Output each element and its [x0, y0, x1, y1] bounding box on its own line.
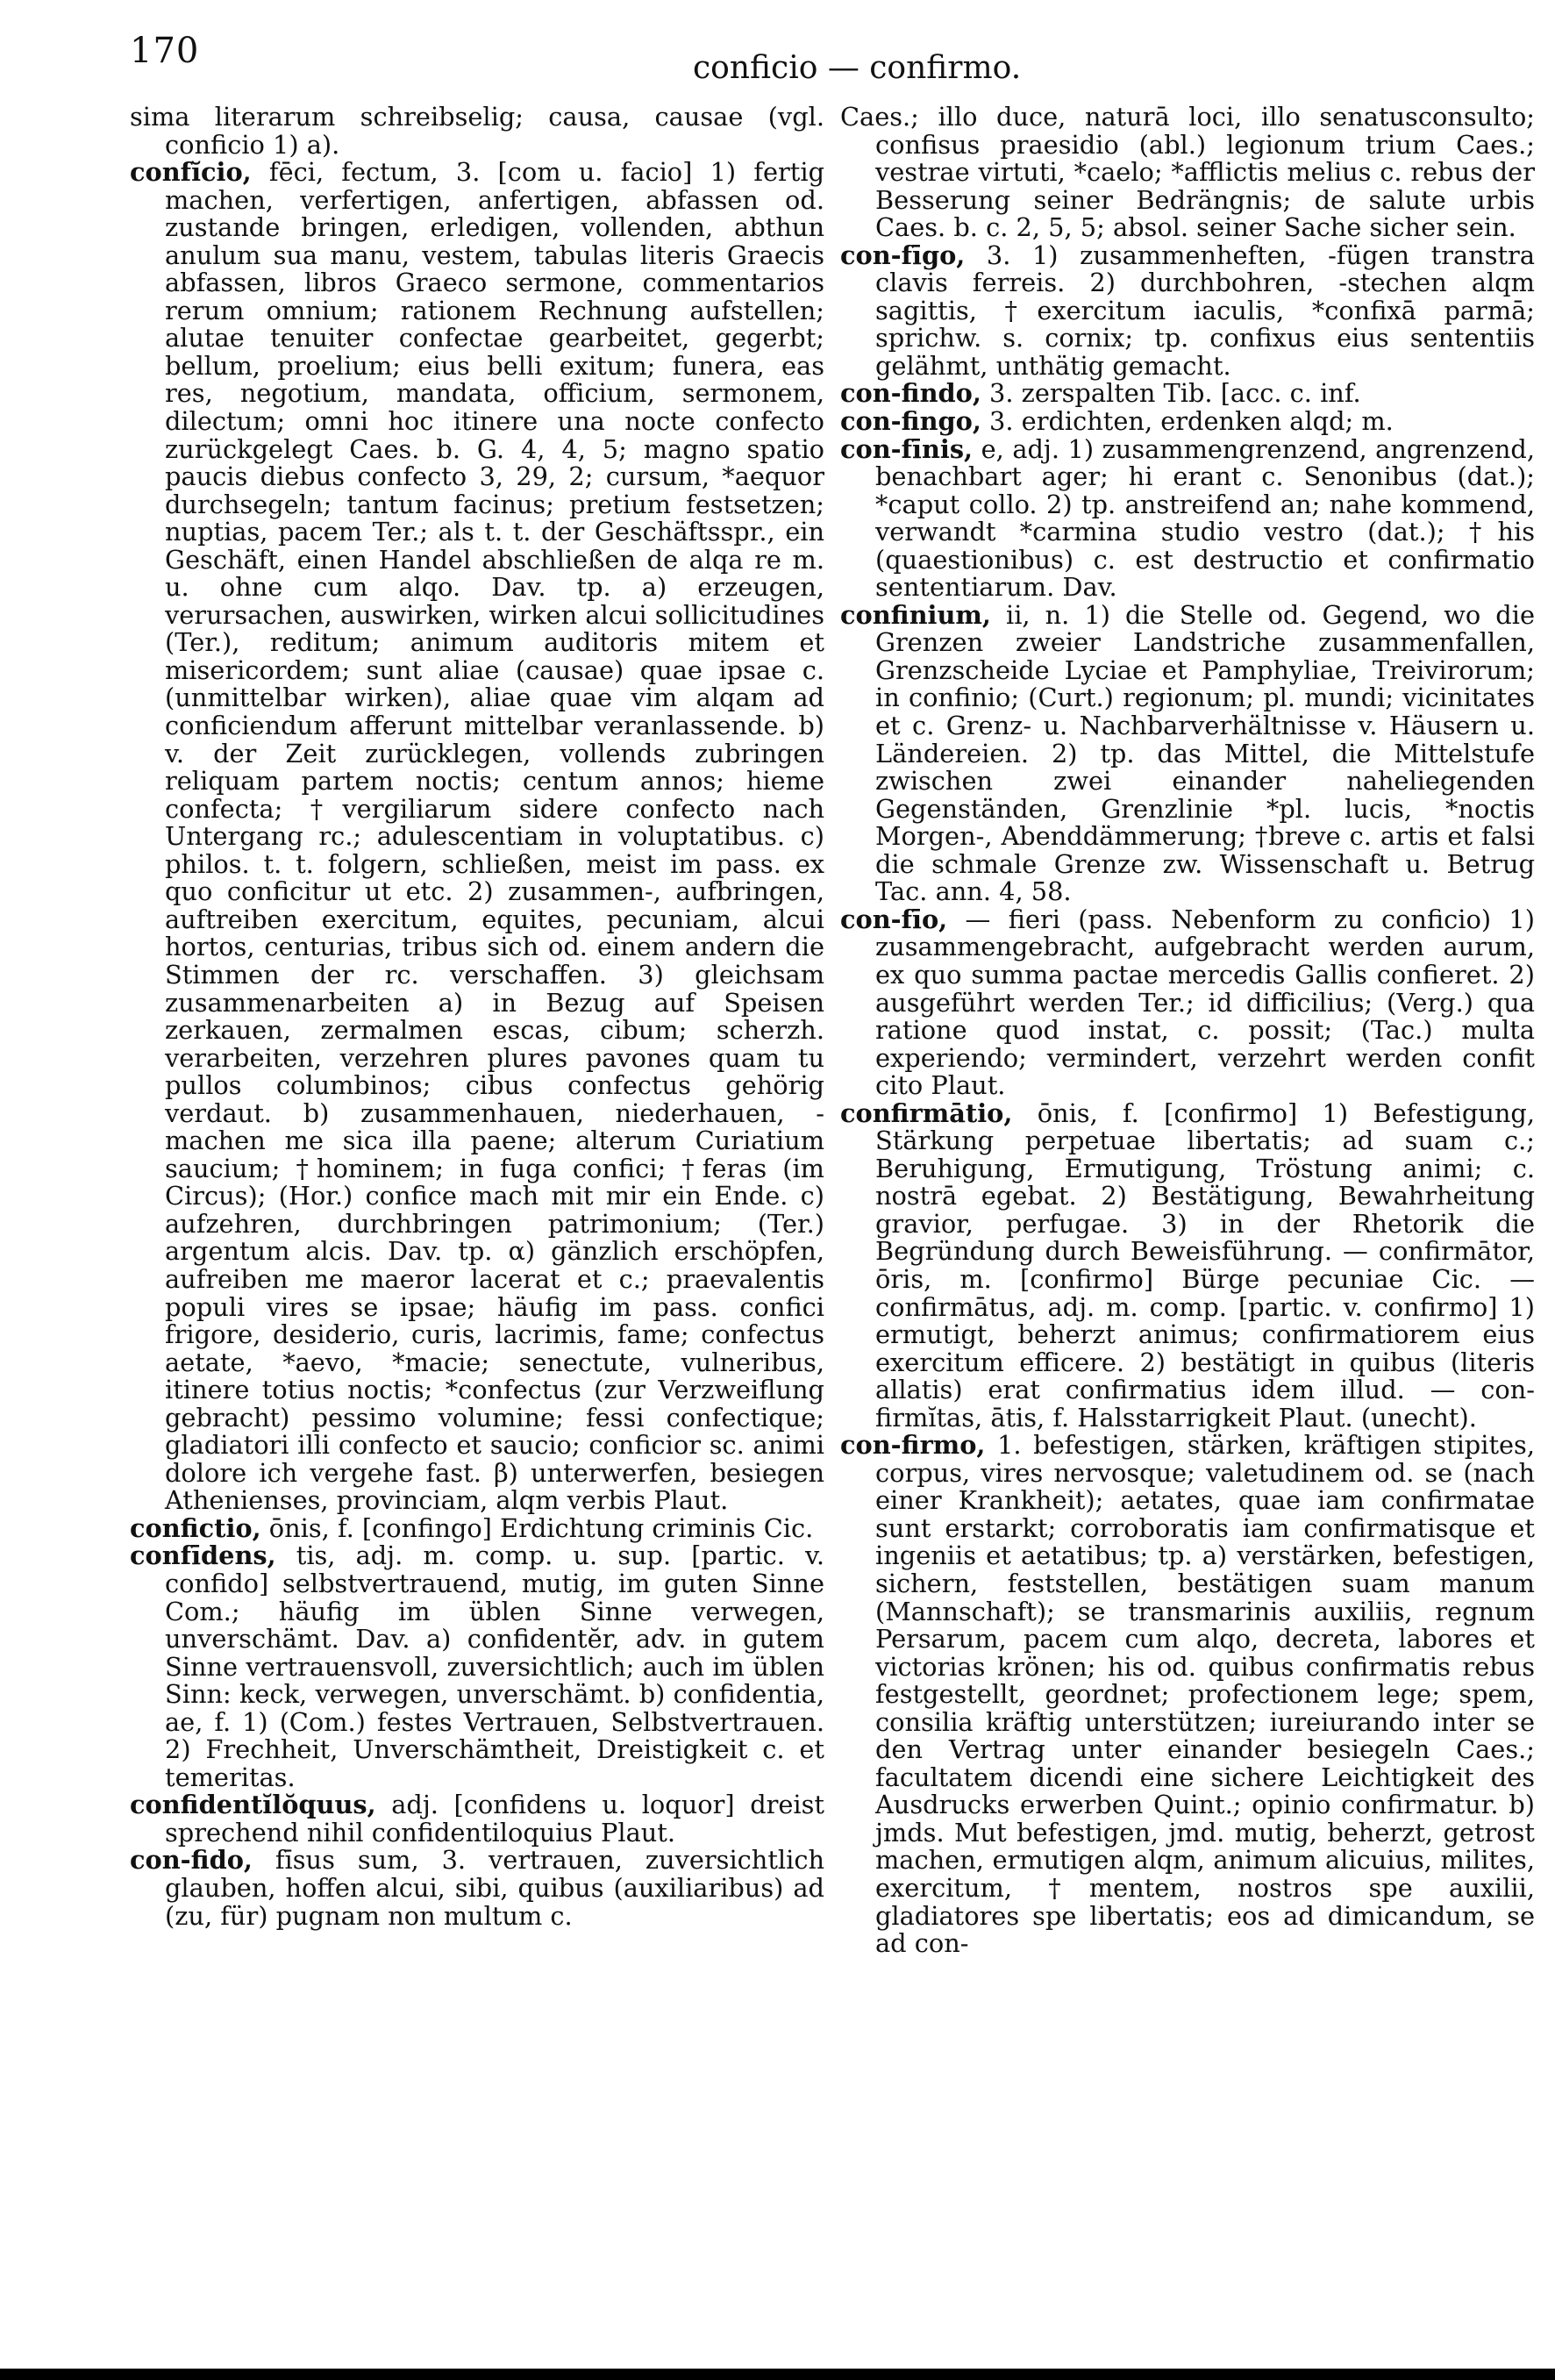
- dictionary-entry: [840, 239, 1535, 381]
- right-column: [840, 104, 1535, 1958]
- dictionary-entry: [840, 599, 1535, 907]
- entry-text: ōnis, f. [confirmo] 1) Befestigung, Stärkung perpetuae libertatis; ad suam c.; Beruhigung, Ermutigung, Tröstung animi; c. nostrā egebat. 2) Bestätigung, Bewahrheitung gravior, perfugae. 3) in der Rhetorik die Begründung durch Beweisführung. — confirmātor, ōris, m. [confirmo] Bürge pecuniae Cic. — confirmātus, adj. m. comp. [partic. v. confirmo] 1) ermutigt, beherzt animus; confirmatiorem eius exercitum efficere. 2) bestätigt in quibus (literis allatis) erat confirmatius idem illud. — con-firmĭtas, ātis, f. Halsstarrigkeit Plaut. (unecht).: [875, 1097, 1535, 1433]
- entry-headword: con-fingo,: [840, 406, 981, 437]
- dictionary-entry: [840, 1097, 1535, 1433]
- dictionary-entry: [130, 159, 824, 1515]
- entry-text: fīsus sum, 3. vertrauen, zuversichtlich glauben, hoffen alcui, sibi, quibus (auxiliaribus) ad (zu, für) pugnam non multum c.: [165, 1845, 824, 1931]
- entry-headword: con-fīo,: [840, 904, 948, 934]
- dictionary-entry: [130, 1512, 824, 1543]
- page-number: 170: [130, 31, 200, 71]
- entry-headword: confidentĭlŏquus,: [130, 1790, 376, 1820]
- dictionary-entry: [840, 104, 1535, 242]
- entry-headword: confirmātio,: [840, 1097, 1013, 1128]
- dictionary-entry: [840, 433, 1535, 603]
- dictionary-entry: [130, 1847, 824, 1930]
- entry-headword: confictio,: [130, 1512, 261, 1543]
- entry-text: Caes.; illo duce, naturā loci, illo senatusconsulto; confisus praesidio (abl.) legionum trium Caes.; vestrae virtuti, *caelo; *afflictis melius c. rebus der Besserung seiner Bedrängnis; de salute urbis Caes. b. c. 2, 5, 5; absol. seiner Sache sicher sein.: [840, 102, 1535, 243]
- entry-text: 1. befestigen, stärken, kräftigen stipites, corpus, vires nervosque; valetudinem od. se (nach einer Krankheit); aetates, quae iam confirmatae sunt erstarkt; corroboratis iam confirmatisque et ingeniis et aetatibus; tp. a) verstärken, befestigen, sichern, feststellen, bestätigen suam manum (Mannschaft); se transmarinis auxiliis, regnum Persarum, pacem cum alqo, decreta, labores et victorias krönen; his od. quibus confirmatis rebus festgestellt, geordnet; profectionem lege; spem, consilia kräftig unterstützen; iureiurando inter se den Vertrag unter einander besiegeln Caes.; facultatem dicendi eine sichere Leichtigkeit des Ausdrucks erwerben Quint.; opinio confirmatur. b) jmds. Mut befestigen, jmd. mutig, beherzt, getrost machen, ermutigen alqm, animum alicuius, milites, exercitum, †mentem, nostros spe auxilii, gladiatores spe libertatis; eos ad dimicandum, se ad con-: [875, 1430, 1535, 1959]
- entry-text: 3. erdichten, erdenken alqd; m.: [981, 406, 1394, 437]
- entry-text: tis, adj. m. comp. u. sup. [partic. v. confido] selbstvertrauend, mutig, im guten Sinne Com.; häufig im üblen Sinne verwegen, unverschämt. Dav. a) confidentĕr, adv. in gutem Sinne vertrauensvoll, zuversichtlich; auch im üblen Sinn: keck, verwegen, unverschämt. b) confidentia, ae, f. 1) (Com.) festes Vertrauen, Selbstvertrauen. 2) Frechheit, Unverschämtheit, Dreistigkeit c. et temeritas.: [165, 1540, 824, 1792]
- left-column: [130, 104, 824, 1930]
- entry-headword: con-fīnis,: [840, 433, 974, 464]
- page-bottom-rule: [0, 2369, 1555, 2380]
- running-head: conficio — confirmo.: [693, 50, 1022, 86]
- entry-text: e, adj. 1) zusammengrenzend, angrenzend, benachbart ager; hi erant c. Senonibus (dat.); *caput collo. 2) tp. anstreifend an; nahe kommend, verwandt *carmina studio vestro (dat.); †his (quaestionibus) c. est destructio et confirmatio sententiarum. Dav.: [875, 433, 1535, 603]
- dictionary-entry: [130, 1542, 824, 1791]
- entry-headword: con-firmo,: [840, 1430, 986, 1461]
- entry-headword: con-fīgo,: [840, 239, 966, 270]
- entry-headword: confĭcio,: [130, 157, 252, 188]
- entry-text: ii, n. 1) die Stelle od. Gegend, wo die Grenzen zweier Landstriche zusammenfallen, Grenzscheide Lyciae et Pamphyliae, Treivirorum; in confinio; (Curt.) regionum; pl. mundi; vicinitates et c. Grenz- u. Nachbarverhältnisse v. Häusern u. Ländereien. 2) tp. das Mittel, die Mittelstufe zwischen zwei einander naheliegenden Gegenständen, Grenzlinie *pl. lucis, *noctis Morgen-, Abenddämmerung; †breve c. artis et falsi die schmale Grenze zw. Wissenschaft u. Betrug Tac. ann. 4, 58.: [875, 599, 1535, 907]
- entry-text: adj. [confidens u. loquor] dreist sprechend nihil confidentiloquius Plaut.: [165, 1790, 824, 1848]
- entry-headword: confīdens,: [130, 1540, 276, 1571]
- entry-text: 3. 1) zusammenheften, -fügen transtra clavis ferreis. 2) durchbohren, -stechen alqm sagittis, †exercitum iaculis, *confixā parmā; sprichw. s. cornix; tp. confixus eius sententiis gelähmt, unthätig gemacht.: [875, 239, 1535, 381]
- dictionary-entry: [130, 104, 824, 159]
- entry-headword: con-findo,: [840, 378, 981, 409]
- dictionary-entry: [840, 1432, 1535, 1957]
- entry-text: fēci, fectum, 3. [com u. facio] 1) fertig machen, verfertigen, anfertigen, abfassen od. zustande bringen, erledigen, vollenden, abthun anulum sua manu, vestem, tabulas literis Graecis abfassen, libros Graeco sermone, commentarios rerum omnium; rationem Rechnung aufstellen; alutae tenuiter confectae gearbeitet, gegerbt; bellum, proelium; eius belli exitum; funera, eas res, negotium, mandata, officium, sermonem, dilectum; omni hoc itinere una nocte confecto zurückgelegt Caes. b. G. 4, 4, 5; magno spatio paucis diebus confecto 3, 29, 2; cursum, *aequor durchsegeln; tantum facinus; pretium festsetzen; nuptias, pacem Ter.; als t. t. der Geschäftsspr., ein Geschäft, einen Handel abschließen de alqa re m. u. ohne cum alqo. Dav. tp. a) erzeugen, verursachen, auswirken, wirken alcui sollicitudines (Ter.), reditum; animum auditoris mitem et misericordem; sunt aliae (causae) quae ipsae c. (unmittelbar wirken), aliae quae vim alqam ad conficiendum afferunt mittelbar veranlassende. b) v. der Zeit zurücklegen, vollends zubringen reliquam partem noctis; centum annos; hieme confecta; †vergiliarum sidere confecto nach Untergang rc.; adulescentiam in voluptatibus. c) philos. t. t. folgern, schließen, meist im pass. ex quo conficitur ut etc. 2) zusammen-, aufbringen, auftreiben exercitum, equites, pecuniam, alcui hortos, centurias, tribus sich od. einem andern die Stimmen der rc. verschaffen. 3) gleichsam zusammenarbeiten a) in Bezug auf Speisen zerkauen, zermalmen escas, cibum; scherzh. verarbeiten, verzehren plures pavones quam tu pullos columbinos; cibus confectus gehörig verdaut. b) zusammenhauen, niederhauen, -machen me sica illa paene; alterum Curiatium saucium; †hominem; in fuga confici; †feras (im Circus); (Hor.) confice mach mit mir ein Ende. c) aufzehren, durchbringen patrimonium; (Ter.) argentum alcis. Dav. tp. α) gänzlich erschöpfen, aufreiben me maeror lacerat et c.; praevalentis populi vires se ipsae; häufig im pass. confici frigore, desiderio, curis, lacrimis, fame; confectus aetate, *aevo, *macie; senectute, vulneribus, itinere totius noctis; *confectus (zur Verzweiflung gebracht) pessimo volumine; fessi confectique; gladiatori illi confecto et saucio; conficior sc. animi dolore ich vergehe fast. β) unterwerfen, besiegen Athenienses, provinciam, alqm verbis Plaut.: [165, 157, 824, 1516]
- entry-headword: con-fido,: [130, 1845, 253, 1876]
- dictionary-entry: [130, 1791, 824, 1847]
- entry-text: sima literarum schreibselig; causa, causae (vgl. conficio 1) a).: [130, 102, 824, 160]
- entry-text: 3. zerspalten Tib. [acc. c. inf.: [981, 378, 1361, 409]
- dictionary-entry: [840, 408, 1535, 436]
- dictionary-entry: [840, 906, 1535, 1100]
- entry-text: — fieri (pass. Nebenform zu conficio) 1) zusammengebracht, aufgebracht werden aurum, ex quo summa pactae mercedis Gallis confieret. 2) ausgeführt werden Ter.; id difficilius; (Verg.) qua ratione quod instat, c. possit; (Tac.) multa experiendo; vermindert, verzehrt werden confit cito Plaut.: [875, 904, 1535, 1101]
- entry-text: ōnis, f. [confingo] Erdichtung criminis Cic.: [260, 1512, 814, 1543]
- dictionary-entry: [840, 380, 1535, 408]
- entry-headword: confinium,: [840, 599, 991, 630]
